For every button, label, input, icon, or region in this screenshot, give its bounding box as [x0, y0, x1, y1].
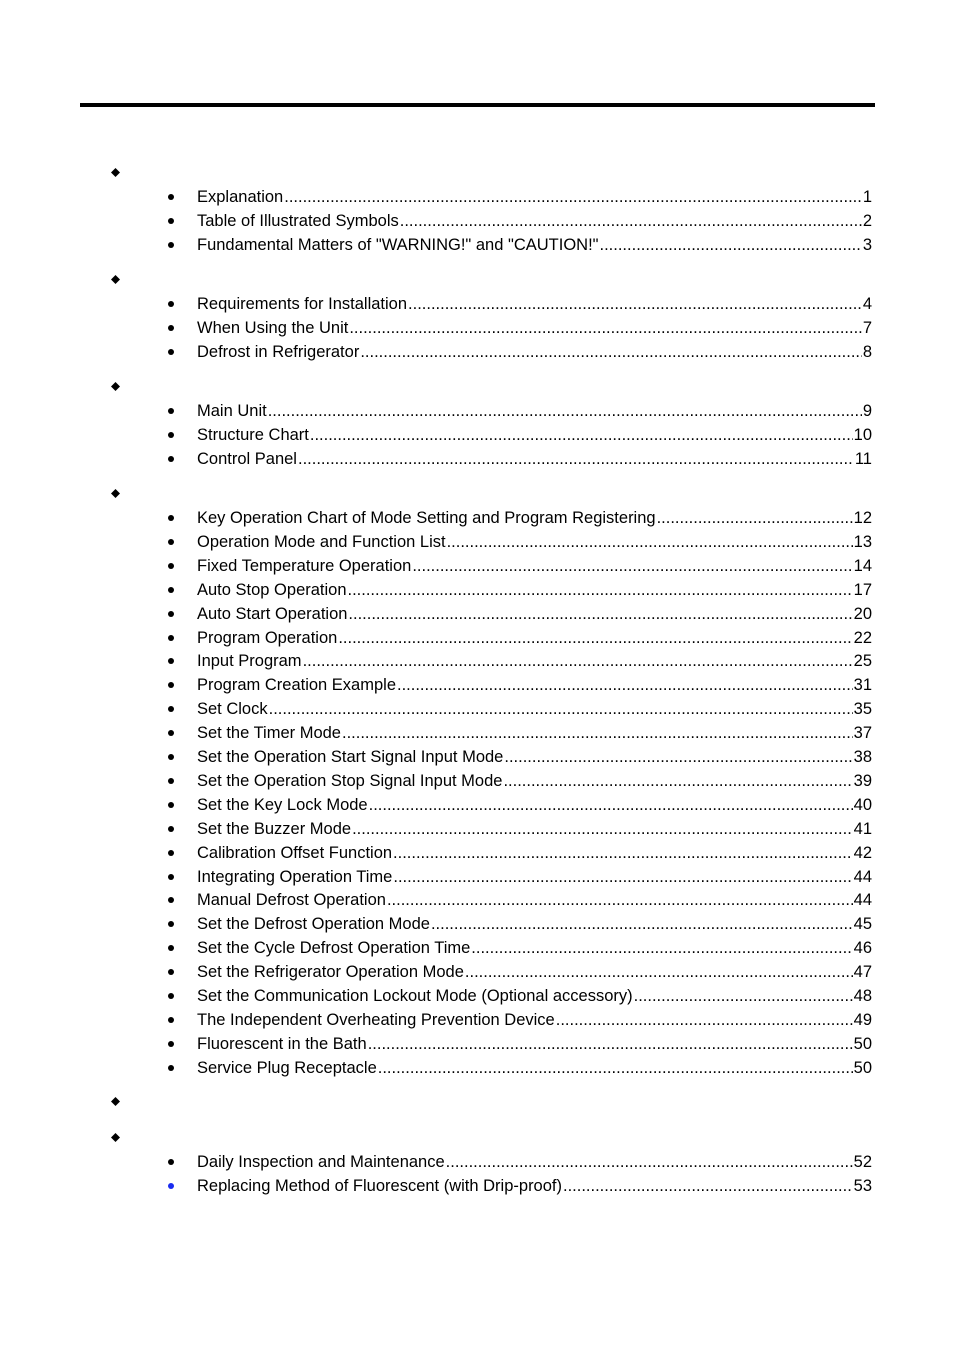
- dot-leader: [298, 447, 854, 471]
- toc-entry-title: Set Clock: [197, 700, 268, 719]
- round-bullet-icon: [168, 635, 174, 641]
- toc-entry-title: Main Unit: [197, 402, 267, 420]
- round-bullet-icon: [168, 1017, 174, 1023]
- toc-entry-title: Table of Illustrated Symbols: [197, 211, 399, 230]
- toc-entry-title: Program Creation Example: [197, 676, 396, 695]
- toc-entry[interactable]: [0, 673, 954, 697]
- toc-entry[interactable]: [0, 865, 954, 889]
- round-bullet-icon: [168, 850, 174, 856]
- toc-entry[interactable]: [0, 233, 954, 257]
- toc-entry[interactable]: [0, 626, 954, 650]
- toc-entry-title: Input Program: [197, 652, 302, 671]
- round-bullet-icon: [168, 874, 174, 880]
- toc-entry[interactable]: [0, 1008, 954, 1032]
- toc-entry-title: Fixed Temperature Operation: [197, 556, 412, 575]
- toc-entry-title: Fluorescent in the Bath: [197, 1034, 367, 1053]
- round-bullet-icon: [168, 802, 174, 808]
- dot-leader: [303, 649, 853, 673]
- diamond-bullet-icon: [111, 275, 120, 284]
- round-bullet-icon: [168, 611, 174, 617]
- dot-leader: [378, 1056, 853, 1080]
- toc-entry[interactable]: [0, 649, 954, 673]
- round-bullet-icon: [168, 1065, 174, 1071]
- round-bullet-icon: [168, 778, 174, 784]
- toc-entry-title: Set the Buzzer Mode: [197, 819, 352, 838]
- dot-leader: [393, 865, 852, 889]
- toc-entry-title: Service Plug Receptacle: [197, 1058, 377, 1077]
- dot-leader: [368, 1032, 853, 1056]
- dot-leader: [503, 769, 852, 793]
- toc-entry[interactable]: [0, 340, 954, 364]
- toc-entry-title: Set the Operation Start Signal Input Mode: [197, 748, 504, 766]
- toc-entry[interactable]: [0, 888, 954, 912]
- dot-leader: [556, 1008, 853, 1032]
- dot-leader: [400, 209, 862, 233]
- toc-entry-page-number: 25: [853, 652, 872, 671]
- dot-leader: [348, 578, 853, 602]
- toc-entry-page-number: 50: [853, 1058, 872, 1077]
- dot-leader: [268, 399, 862, 423]
- toc-entry-page-number: 45: [853, 915, 872, 934]
- toc-entry-title: Control Panel: [197, 449, 297, 468]
- toc-entry-title: Set the Refrigerator Operation Mode: [197, 963, 464, 982]
- dot-leader: [408, 292, 862, 316]
- dot-leader: [446, 1150, 853, 1174]
- toc-entry-page-number: 12: [853, 509, 872, 527]
- dot-leader: [504, 745, 852, 769]
- round-bullet-icon: [168, 325, 174, 331]
- round-bullet-icon: [168, 301, 174, 307]
- round-bullet-icon: [168, 349, 174, 355]
- dot-leader: [342, 721, 853, 745]
- dot-leader: [348, 602, 852, 626]
- toc-entry[interactable]: [0, 316, 954, 340]
- round-bullet-icon: [168, 1159, 174, 1165]
- toc-entry[interactable]: [0, 912, 954, 936]
- toc-entry[interactable]: [0, 602, 954, 626]
- toc-entry-page-number: 14: [853, 556, 872, 575]
- round-bullet-icon: [168, 897, 174, 903]
- toc-entry-title: Calibration Offset Function: [197, 843, 393, 862]
- dot-leader: [563, 1174, 853, 1198]
- dot-leader: [284, 185, 862, 209]
- toc-entry-page-number: 39: [853, 771, 872, 790]
- round-bullet-icon: [168, 563, 174, 569]
- dot-leader: [600, 233, 862, 257]
- toc-entry[interactable]: [0, 578, 954, 602]
- round-bullet-icon: [168, 1041, 174, 1047]
- toc-entry[interactable]: [0, 817, 954, 841]
- dot-leader: [412, 554, 852, 578]
- dot-leader: [397, 673, 853, 697]
- toc-entry-page-number: 8: [862, 342, 872, 361]
- dot-leader: [471, 936, 852, 960]
- round-bullet-icon: [168, 515, 174, 521]
- toc-entry-page-number: 1: [862, 188, 872, 206]
- toc-entry-page-number: 10: [853, 425, 872, 444]
- dot-leader: [431, 912, 853, 936]
- round-bullet-icon: [168, 993, 174, 999]
- toc-entry-title: Set the Operation Stop Signal Input Mode: [197, 771, 503, 790]
- toc-entry-title: The Independent Overheating Prevention Device: [197, 1010, 555, 1029]
- header-rule: [80, 103, 875, 107]
- toc-entry[interactable]: [0, 423, 954, 447]
- toc-entry-title: Key Operation Chart of Mode Setting and Program Registering: [197, 509, 656, 527]
- toc-entry-title: Explanation: [197, 188, 284, 206]
- dot-leader: [465, 960, 853, 984]
- toc-entry[interactable]: [0, 1032, 954, 1056]
- toc-entry-page-number: 48: [853, 987, 872, 1005]
- toc-entry-page-number: 13: [853, 532, 872, 551]
- toc-entry[interactable]: [0, 447, 954, 471]
- dot-leader: [338, 626, 852, 650]
- toc-entry-page-number: 40: [853, 795, 872, 814]
- toc-entry-page-number: 3: [862, 235, 872, 254]
- toc-entry[interactable]: [0, 793, 954, 817]
- toc-entry-page-number: 20: [853, 604, 872, 623]
- toc-entry[interactable]: [0, 554, 954, 578]
- toc-entry-page-number: 50: [853, 1034, 872, 1053]
- round-bullet-icon: [168, 408, 174, 414]
- round-bullet-icon: [168, 826, 174, 832]
- toc-entry[interactable]: [0, 185, 954, 209]
- dot-leader: [360, 340, 862, 364]
- toc-entry-title: Set the Key Lock Mode: [197, 795, 368, 814]
- round-bullet-icon: [168, 432, 174, 438]
- dot-leader: [352, 817, 853, 841]
- dot-leader: [634, 984, 853, 1008]
- toc-entry[interactable]: [0, 1174, 954, 1198]
- dot-leader: [393, 841, 853, 865]
- toc-entry-title: Program Operation: [197, 628, 338, 647]
- toc-entry[interactable]: [0, 745, 954, 769]
- diamond-bullet-icon: [111, 1097, 120, 1106]
- toc-entry-title: Set the Cycle Defrost Operation Time: [197, 939, 471, 958]
- dot-leader: [657, 506, 853, 530]
- diamond-bullet-icon: [111, 1133, 120, 1142]
- toc-entry-page-number: 38: [853, 748, 872, 766]
- toc-entry-page-number: 11: [854, 449, 872, 468]
- round-bullet-icon: [168, 658, 174, 664]
- round-bullet-icon: [168, 730, 174, 736]
- round-bullet-icon: [168, 242, 174, 248]
- toc-entry[interactable]: [0, 399, 954, 423]
- round-bullet-icon: [168, 754, 174, 760]
- toc-entry[interactable]: [0, 984, 954, 1008]
- toc-entry[interactable]: [0, 697, 954, 721]
- toc-entry-page-number: 52: [853, 1153, 872, 1171]
- toc-entry[interactable]: [0, 506, 954, 530]
- round-bullet-icon: [168, 456, 174, 462]
- dot-leader: [269, 697, 853, 721]
- toc-entry-page-number: 44: [853, 867, 872, 886]
- round-bullet-icon: [168, 945, 174, 951]
- toc-entry[interactable]: [0, 841, 954, 865]
- round-bullet-icon: [168, 706, 174, 712]
- toc-entry-title: Integrating Operation Time: [197, 867, 393, 886]
- dot-leader: [447, 530, 853, 554]
- round-bullet-icon: [168, 921, 174, 927]
- toc-entry-title: When Using the Unit: [197, 318, 349, 337]
- toc-entry[interactable]: [0, 769, 954, 793]
- diamond-bullet-icon: [111, 168, 120, 177]
- round-bullet-icon: [168, 1183, 174, 1189]
- toc-entry-title: Set the Defrost Operation Mode: [197, 915, 430, 934]
- toc-entry-title: Auto Start Operation: [197, 604, 348, 623]
- toc-entry-title: Operation Mode and Function List: [197, 532, 446, 551]
- toc-entry[interactable]: [0, 936, 954, 960]
- toc-entry-page-number: 9: [862, 402, 872, 420]
- toc-entry-page-number: 4: [862, 295, 872, 313]
- toc-entry-page-number: 7: [862, 318, 872, 337]
- toc-entry-page-number: 44: [853, 891, 872, 910]
- toc-entry-page-number: 37: [853, 724, 872, 743]
- dot-leader: [369, 793, 853, 817]
- dot-leader: [387, 888, 853, 912]
- toc-entry-title: Set the Timer Mode: [197, 724, 341, 743]
- round-bullet-icon: [168, 682, 174, 688]
- toc-entry[interactable]: [0, 530, 954, 554]
- toc-entry-title: Daily Inspection and Maintenance: [197, 1153, 445, 1171]
- toc-entry[interactable]: [0, 292, 954, 316]
- toc-entry-page-number: 47: [853, 963, 872, 982]
- round-bullet-icon: [168, 218, 174, 224]
- toc-entry-page-number: 49: [853, 1010, 872, 1029]
- toc-entry[interactable]: [0, 1056, 954, 1080]
- toc-entry[interactable]: [0, 209, 954, 233]
- dot-leader: [349, 316, 861, 340]
- diamond-bullet-icon: [111, 382, 120, 391]
- toc-entry-page-number: 53: [853, 1176, 872, 1195]
- toc-entry-title: Defrost in Refrigerator: [197, 342, 360, 361]
- toc-entry[interactable]: [0, 721, 954, 745]
- toc-entry-page-number: 22: [853, 628, 872, 647]
- round-bullet-icon: [168, 539, 174, 545]
- toc-entry-page-number: 41: [853, 819, 872, 838]
- toc-entry-page-number: 17: [853, 580, 872, 599]
- round-bullet-icon: [168, 969, 174, 975]
- toc-entry-title: Replacing Method of Fluorescent (with Drip-proof): [197, 1176, 562, 1195]
- toc-entry-title: Manual Defrost Operation: [197, 891, 386, 910]
- toc-entry-title: Requirements for Installation: [197, 295, 408, 313]
- toc-entry-title: Fundamental Matters of "WARNING!" and "CAUTION!": [197, 235, 599, 254]
- diamond-bullet-icon: [111, 489, 120, 498]
- toc-entry-page-number: 35: [853, 700, 872, 719]
- toc-entry-title: Structure Chart: [197, 425, 309, 444]
- toc-entry-title: Set the Communication Lockout Mode (Optional accessory): [197, 987, 633, 1005]
- round-bullet-icon: [168, 194, 174, 200]
- toc-entry-page-number: 42: [853, 843, 872, 862]
- toc-entry[interactable]: [0, 960, 954, 984]
- dot-leader: [310, 423, 853, 447]
- round-bullet-icon: [168, 587, 174, 593]
- toc-entry-page-number: 31: [853, 676, 872, 695]
- toc-entry-page-number: 46: [853, 939, 872, 958]
- toc-entry[interactable]: [0, 1150, 954, 1174]
- toc-entry-page-number: 2: [862, 211, 872, 230]
- toc-entry-title: Auto Stop Operation: [197, 580, 347, 599]
